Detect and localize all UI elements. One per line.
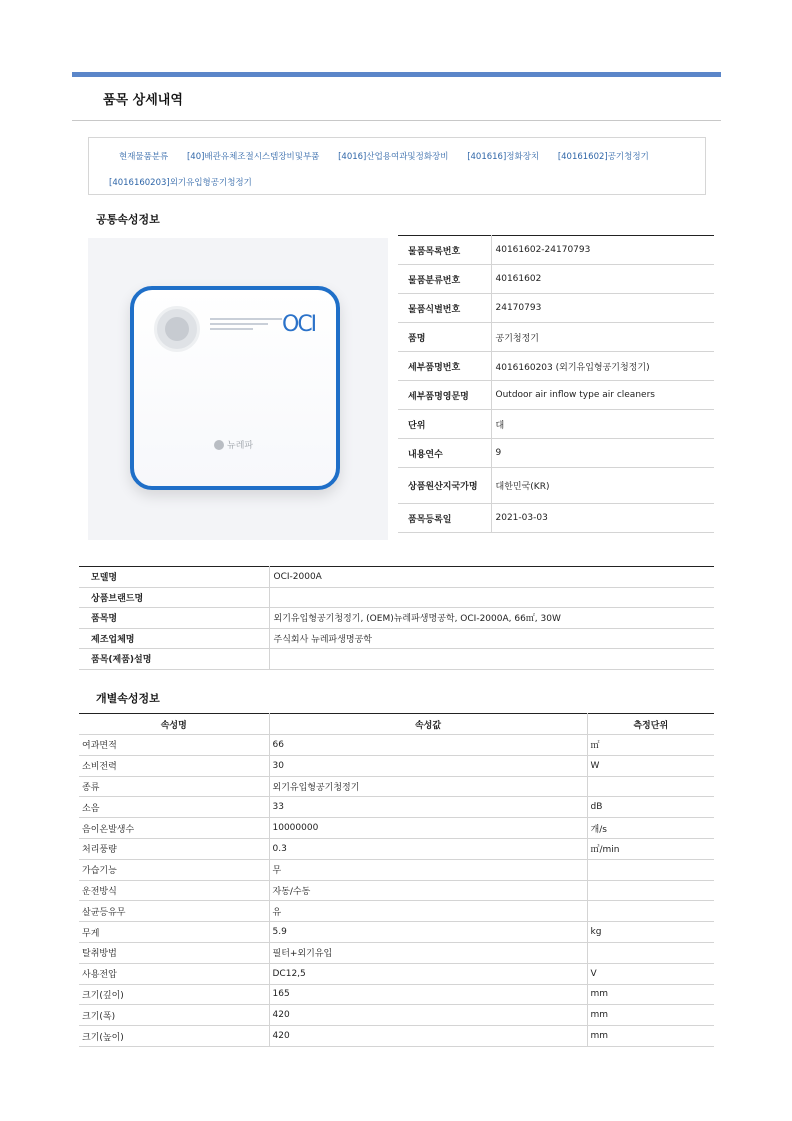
attribute-row — [79, 922, 714, 943]
attribute-row — [79, 797, 714, 818]
model-row — [79, 608, 714, 629]
control-dial-icon — [154, 306, 200, 352]
attribute-name: 무게 — [79, 922, 269, 943]
attribute-row — [79, 1026, 714, 1047]
attribute-unit: ㎥/min — [587, 838, 714, 859]
device-label-lines — [210, 318, 282, 332]
model-info-table — [79, 566, 714, 670]
product-image — [88, 238, 388, 540]
attribute-name: 운전방식 — [79, 880, 269, 901]
common-row — [398, 468, 714, 504]
attribute-value: 33 — [269, 797, 587, 818]
category-row-2 — [109, 176, 268, 188]
common-row — [398, 410, 714, 439]
attribute-name: 가습기능 — [79, 859, 269, 880]
attribute-value: 420 — [269, 1005, 587, 1026]
category-current-label: 현재물품분류 — [119, 152, 169, 162]
model-row-label: 품목(제품)설명 — [79, 649, 269, 670]
attribute-unit: mm — [587, 1026, 714, 1047]
attribute-unit: V — [587, 963, 714, 984]
common-row-label: 품명 — [398, 323, 491, 352]
device-logo: OCI — [282, 312, 316, 337]
attribute-unit — [587, 942, 714, 963]
common-row-label: 내용연수 — [398, 439, 491, 468]
common-row-value: 24170793 — [491, 294, 714, 323]
common-row-label: 품목등록일 — [398, 504, 491, 533]
individual-attributes-table — [79, 713, 714, 1047]
common-row-label: 물품분류번호 — [398, 265, 491, 294]
attribute-value: 무 — [269, 859, 587, 880]
attribute-value: 필터+외기유입 — [269, 942, 587, 963]
attribute-row — [79, 901, 714, 922]
header-accent-bar — [72, 72, 721, 77]
attribute-row — [79, 1005, 714, 1026]
page-title: 품목 상세내역 — [103, 93, 183, 108]
common-row — [398, 504, 714, 533]
attribute-name: 처리풍량 — [79, 838, 269, 859]
brand-logo-icon — [214, 440, 224, 450]
attribute-row — [79, 859, 714, 880]
attribute-value: 165 — [269, 984, 587, 1005]
common-row-value: 40161602 — [491, 265, 714, 294]
attribute-row — [79, 984, 714, 1005]
attribute-name: 종류 — [79, 776, 269, 797]
common-attributes-table — [398, 235, 714, 533]
category-link-40[interactable]: [40]배관유체조절시스템장비및부품 — [186, 152, 320, 162]
common-row-label: 물품식별번호 — [398, 294, 491, 323]
attribute-name: 크기(깊이) — [79, 984, 269, 1005]
attribute-name: 크기(높이) — [79, 1026, 269, 1047]
model-row — [79, 628, 714, 649]
attribute-unit: kg — [587, 922, 714, 943]
attribute-value: 420 — [269, 1026, 587, 1047]
common-row-value: 40161602-24170793 — [491, 236, 714, 265]
model-row-value: 외기유입형공기청정기, (OEM)뉴레파생명공학, OCI-2000A, 66㎡, 30W — [269, 608, 714, 629]
model-row-label: 제조업체명 — [79, 628, 269, 649]
attribute-unit: W — [587, 755, 714, 776]
attribute-unit — [587, 880, 714, 901]
common-row-value: 대 — [491, 410, 714, 439]
attribute-row — [79, 818, 714, 839]
attribute-name: 탈취방법 — [79, 942, 269, 963]
model-row — [79, 587, 714, 608]
common-row — [398, 352, 714, 381]
attribute-name: 크기(폭) — [79, 1005, 269, 1026]
attribute-row — [79, 776, 714, 797]
attribute-name: 사용전압 — [79, 963, 269, 984]
attribute-value: DC12,5 — [269, 963, 587, 984]
attribute-name: 소음 — [79, 797, 269, 818]
title-divider — [72, 120, 721, 121]
model-row-value — [269, 649, 714, 670]
category-link-40161602[interactable]: [40161602]공기청정기 — [557, 152, 649, 162]
common-row — [398, 381, 714, 410]
attribute-row — [79, 963, 714, 984]
attribute-unit: dB — [587, 797, 714, 818]
attribute-value: 유 — [269, 901, 587, 922]
common-row-label: 세부품명번호 — [398, 352, 491, 381]
common-row-label: 세부품명영문명 — [398, 381, 491, 410]
category-link-401616[interactable]: [401616]정화장치 — [467, 152, 540, 162]
common-row-value: Outdoor air inflow type air cleaners — [491, 381, 714, 410]
attribute-value: 66 — [269, 735, 587, 756]
attribute-row — [79, 942, 714, 963]
model-row-label: 품목명 — [79, 608, 269, 629]
common-row — [398, 323, 714, 352]
attribute-name: 소비전력 — [79, 755, 269, 776]
model-row-value — [269, 587, 714, 608]
attribute-unit: mm — [587, 1005, 714, 1026]
attribute-value: 0.3 — [269, 838, 587, 859]
attribute-value: 외기유입형공기청정기 — [269, 776, 587, 797]
common-attributes-title: 공통속성정보 — [96, 213, 160, 226]
common-row — [398, 439, 714, 468]
common-row-value: 9 — [491, 439, 714, 468]
attribute-row — [79, 755, 714, 776]
attribute-row — [79, 880, 714, 901]
model-row-label: 모델명 — [79, 567, 269, 588]
individual-attributes-title: 개별속성정보 — [96, 692, 160, 705]
model-row-value: OCI-2000A — [269, 567, 714, 588]
attribute-row — [79, 735, 714, 756]
model-row-value: 주식회사 뉴레파생명공학 — [269, 628, 714, 649]
common-row-label: 상품원산지국가명 — [398, 468, 491, 504]
category-link-4016[interactable]: [4016]산업용여과및정화장비 — [338, 152, 449, 162]
column-header-value: 속성값 — [269, 714, 587, 735]
attribute-unit: ㎡ — [587, 735, 714, 756]
category-breadcrumb-box — [88, 137, 706, 195]
attribute-value: 30 — [269, 755, 587, 776]
device-brand-text: 뉴레파 — [227, 441, 254, 451]
attribute-unit — [587, 776, 714, 797]
attribute-unit — [587, 859, 714, 880]
attribute-row — [79, 838, 714, 859]
category-row-1 — [119, 150, 665, 162]
column-header-unit: 측정단위 — [587, 714, 714, 735]
common-row-label: 물품목록번호 — [398, 236, 491, 265]
common-row-label: 단위 — [398, 410, 491, 439]
common-row-value: 4016160203 (외기유입형공기청정기) — [491, 352, 714, 381]
common-row — [398, 294, 714, 323]
attribute-unit — [587, 901, 714, 922]
attribute-name: 여과면적 — [79, 735, 269, 756]
model-row — [79, 649, 714, 670]
model-row — [79, 567, 714, 588]
air-purifier-illustration — [130, 286, 340, 490]
attribute-name: 살균등유무 — [79, 901, 269, 922]
category-link-4016160203[interactable]: [4016160203]외기유입형공기청정기 — [109, 178, 252, 188]
attribute-value: 5.9 — [269, 922, 587, 943]
common-row-value: 2021-03-03 — [491, 504, 714, 533]
common-row — [398, 236, 714, 265]
common-row-value: 공기청정기 — [491, 323, 714, 352]
column-header-name: 속성명 — [79, 714, 269, 735]
attribute-unit: mm — [587, 984, 714, 1005]
common-row — [398, 265, 714, 294]
attribute-name: 음이온발생수 — [79, 818, 269, 839]
common-row-value: 대한민국(KR) — [491, 468, 714, 504]
attribute-unit: 개/s — [587, 818, 714, 839]
attribute-value: 10000000 — [269, 818, 587, 839]
model-row-label: 상품브랜드명 — [79, 587, 269, 608]
attribute-value: 자동/수동 — [269, 880, 587, 901]
